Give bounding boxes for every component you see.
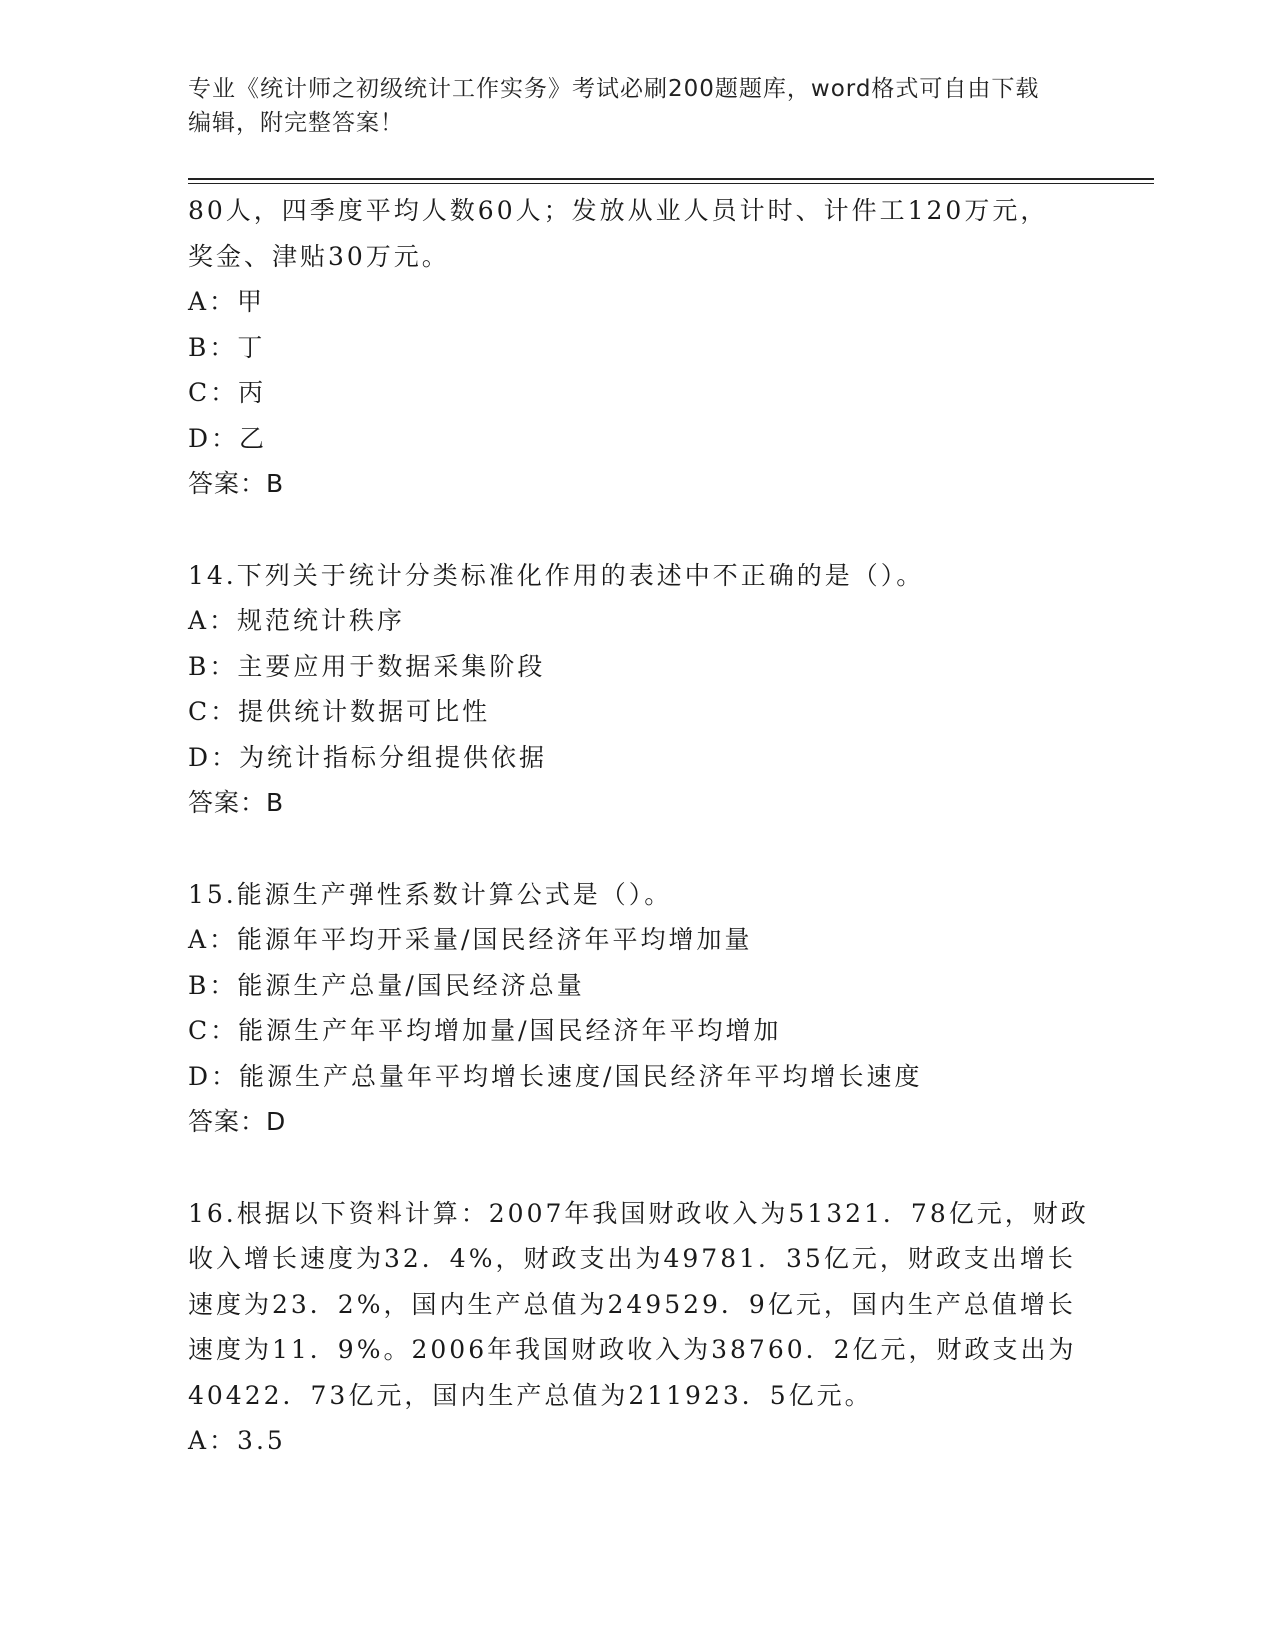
option-b: B：丁	[188, 332, 266, 362]
question-14	[188, 553, 1088, 826]
option-c: C：提供统计数据可比性	[188, 697, 491, 726]
question-text: 80人，四季度平均人数60人；发放从业人员计时、计件工120万元，	[188, 196, 1049, 225]
question-text: 14.下列关于统计分类标准化作用的表述中不正确的是（）。	[188, 560, 925, 590]
spacer	[188, 826, 1088, 872]
option-b: B：主要应用于数据采集阶段	[188, 651, 546, 681]
spacer	[188, 1145, 1088, 1191]
question-text: 收入增长速度为32．4%，财政支出为49781．35亿元，财政支出增长	[188, 1244, 1076, 1273]
question-15	[188, 872, 1088, 1145]
option-a: A：甲	[188, 287, 266, 316]
option-d: D：为统计指标分组提供依据	[188, 742, 548, 772]
header-title-line-2: 编辑，附完整答案！	[188, 110, 404, 136]
question-16	[188, 1191, 1088, 1464]
question-13	[188, 188, 1088, 507]
question-text: 奖金、津贴30万元。	[188, 241, 450, 271]
spacer	[188, 507, 1088, 553]
option-c: C：丙	[188, 378, 267, 407]
header-title-line-1: 专业《统计师之初级统计工作实务》考试必刷200题题库，word格式可自由下载	[188, 76, 1040, 102]
question-text: 16.根据以下资料计算：2007年我国财政收入为51321．78亿元，财政	[188, 1198, 1089, 1228]
header-divider	[188, 178, 1154, 184]
question-text: 速度为11．9%。2006年我国财政收入为38760．2亿元，财政支出为	[188, 1335, 1077, 1364]
option-c: C：能源生产年平均增加量/国民经济年平均增加	[188, 1016, 782, 1045]
answer-label: 答案：D	[188, 1107, 287, 1136]
answer-label: 答案：B	[188, 788, 285, 817]
question-text: 速度为23．2%，国内生产总值为249529．9亿元，国内生产总值增长	[188, 1289, 1076, 1319]
question-text: 15.能源生产弹性系数计算公式是（）。	[188, 879, 673, 909]
answer-label: 答案：B	[188, 469, 285, 498]
option-b: B：能源生产总量/国民经济总量	[188, 970, 585, 1000]
question-text: 40422．73亿元，国内生产总值为211923．5亿元。	[188, 1380, 873, 1410]
option-a: A：3.5	[188, 1426, 286, 1455]
option-a: A：能源年平均开采量/国民经济年平均增加量	[188, 925, 753, 954]
question-content	[188, 188, 1088, 1464]
option-d: D：乙	[188, 423, 268, 453]
page-header	[188, 72, 1068, 140]
option-a: A：规范统计秩序	[188, 606, 406, 635]
option-d: D：能源生产总量年平均增长速度/国民经济年平均增长速度	[188, 1061, 923, 1091]
